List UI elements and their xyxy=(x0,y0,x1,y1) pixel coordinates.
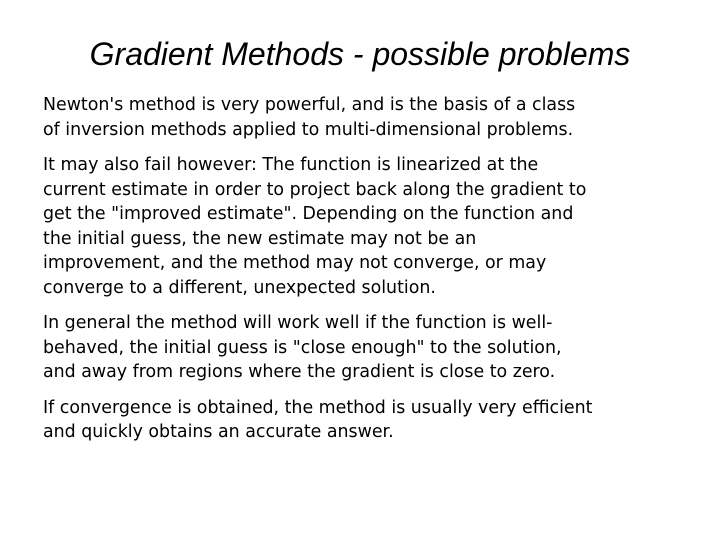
paragraph-failure-modes xyxy=(43,153,703,300)
text-line: converge to a different, unexpected solution. xyxy=(43,277,436,298)
text-line: It may also fail however: The function is linearized at the xyxy=(43,155,539,175)
text-line: improvement, and the method may not converge, or may xyxy=(43,253,547,273)
slide-body xyxy=(43,93,703,456)
text-line: behaved, the initial guess is "close enough" to the solution, xyxy=(43,337,562,358)
text-line: and quickly obtains an accurate answer. xyxy=(43,422,394,442)
text-line: of inversion methods applied to multi-dimensional problems. xyxy=(43,119,574,140)
text-line: If convergence is obtained, the method is usually very efficient xyxy=(43,397,593,418)
paragraph-conditions xyxy=(43,311,703,385)
text-line: get the "improved estimate". Depending on the function and xyxy=(43,204,574,224)
paragraph-convergence xyxy=(43,396,703,445)
text-line: In general the method will work well if the function is well- xyxy=(43,313,553,333)
paragraph-newton-intro xyxy=(43,93,703,142)
text-line: Newton's method is very powerful, and is the basis of a class xyxy=(43,95,576,115)
text-line: the initial guess, the new estimate may not be an xyxy=(43,228,477,249)
text-line: and away from regions where the gradient is close to zero. xyxy=(43,362,556,382)
text-line: current estimate in order to project back along the gradient to xyxy=(43,179,587,200)
slide-title: Gradient Methods - possible problems xyxy=(89,36,631,72)
